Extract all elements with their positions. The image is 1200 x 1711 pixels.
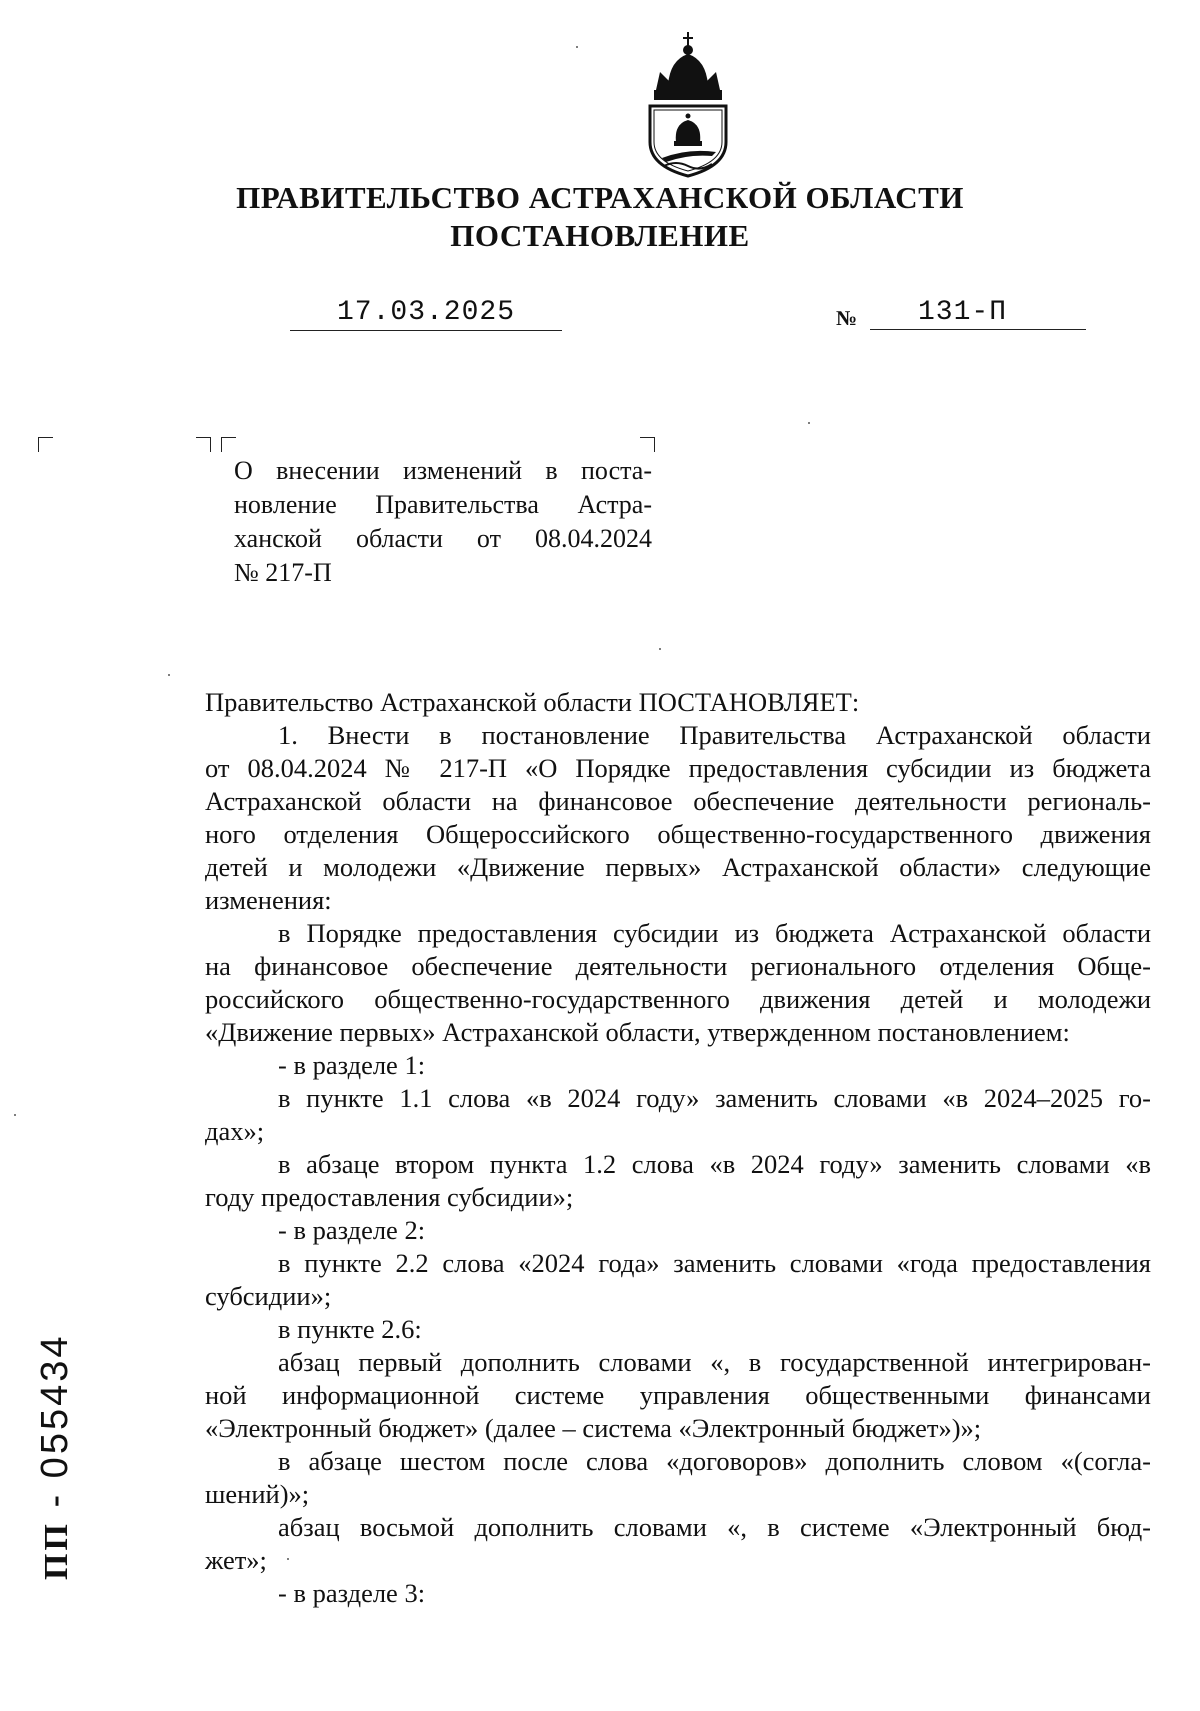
scan-speck	[287, 1558, 289, 1560]
serial-number: 055434	[34, 1333, 76, 1479]
number-sign: №	[836, 306, 858, 330]
scan-speck	[808, 422, 810, 424]
body-line: жет»;	[205, 1545, 267, 1575]
body-line: «Электронный бюджет» (далее – система «Электронный бюджет»)»;	[205, 1413, 982, 1443]
body-line: ной информационной системе управления общественными финансами	[205, 1380, 1151, 1410]
corner-mark-mid-right	[196, 437, 211, 452]
body-line: абзац первый дополнить словами «, в государственной интегрирован-	[278, 1347, 1151, 1377]
body-line: субсидии»;	[205, 1281, 332, 1311]
subject-line: новление Правительства Астра-	[234, 490, 652, 519]
scan-speck	[659, 648, 661, 650]
body-line: детей и молодежи «Движение первых» Астраханской области» следующие	[205, 852, 1151, 882]
body-line: году предоставления субсидии»;	[205, 1182, 574, 1212]
subject-line: ханской области от 08.04.2024	[234, 524, 652, 553]
body-line: в пункте 2.2 слова «2024 года» заменить словами «года предоставления	[278, 1248, 1151, 1278]
body-line: в абзаце шестом после слова «договоров» дополнить словом «(согла-	[278, 1446, 1151, 1476]
astrakhan-coat-of-arms-icon	[638, 30, 738, 180]
scan-speck	[168, 674, 170, 676]
body-line: абзац восьмой дополнить словами «, в системе «Электронный бюд-	[278, 1512, 1151, 1542]
scan-speck	[14, 1114, 16, 1116]
body-line: - в разделе 1:	[278, 1050, 426, 1080]
body-line: дах»;	[205, 1116, 265, 1146]
body-line: в пункте 2.6:	[278, 1314, 422, 1344]
document-number: 131-П	[870, 296, 1086, 330]
document-type-title: ПОСТАНОВЛЕНИЕ	[450, 218, 750, 253]
body-line: на финансовое обеспечение деятельности регионального отделения Обще-	[205, 951, 1151, 981]
body-line: от 08.04.2024 № 217-П «О Порядке предоставления субсидии из бюджета	[205, 753, 1151, 783]
form-serial-number	[34, 1334, 77, 1581]
corner-mark-left	[38, 437, 53, 452]
body-line: Астраханской области на финансовое обеспечение деятельности региональ-	[205, 786, 1151, 816]
body-line: российского общественно-государственного движения детей и молодежи	[205, 984, 1151, 1014]
corner-mark-mid-left	[221, 437, 236, 452]
body-line: в абзаце втором пункта 1.2 слова «в 2024 году» заменить словами «в	[278, 1149, 1151, 1179]
body-line: Правительство Астраханской области ПОСТАНОВЛЯЕТ:	[205, 687, 860, 717]
body-line: 1. Внести в постановление Правительства Астраханской области	[278, 720, 1151, 750]
organization-title: ПРАВИТЕЛЬСТВО АСТРАХАНСКОЙ ОБЛАСТИ	[236, 180, 964, 215]
serial-prefix: ПП	[38, 1521, 75, 1580]
document-subject	[234, 454, 652, 590]
body-line: в пункте 1.1 слова «в 2024 году» заменить словами «в 2024–2025 го-	[278, 1083, 1151, 1113]
body-line: ного отделения Общероссийского общественно-государственного движения	[205, 819, 1151, 849]
subject-line: № 217-П	[234, 558, 332, 587]
corner-mark-right	[640, 437, 655, 452]
document-date: 17.03.2025	[290, 296, 562, 331]
body-line: «Движение первых» Астраханской области, утвержденном постановлением:	[205, 1017, 1070, 1047]
body-line: - в разделе 2:	[278, 1215, 426, 1245]
subject-line: О внесении изменений в поста-	[234, 456, 652, 485]
serial-separator: -	[34, 1478, 76, 1522]
body-line: изменения:	[205, 885, 332, 915]
document-body	[205, 686, 1151, 1610]
body-line: - в разделе 3:	[278, 1578, 426, 1608]
scan-speck	[576, 46, 578, 48]
body-line: шений)»;	[205, 1479, 310, 1509]
body-line: в Порядке предоставления субсидии из бюджета Астраханской области	[278, 918, 1151, 948]
